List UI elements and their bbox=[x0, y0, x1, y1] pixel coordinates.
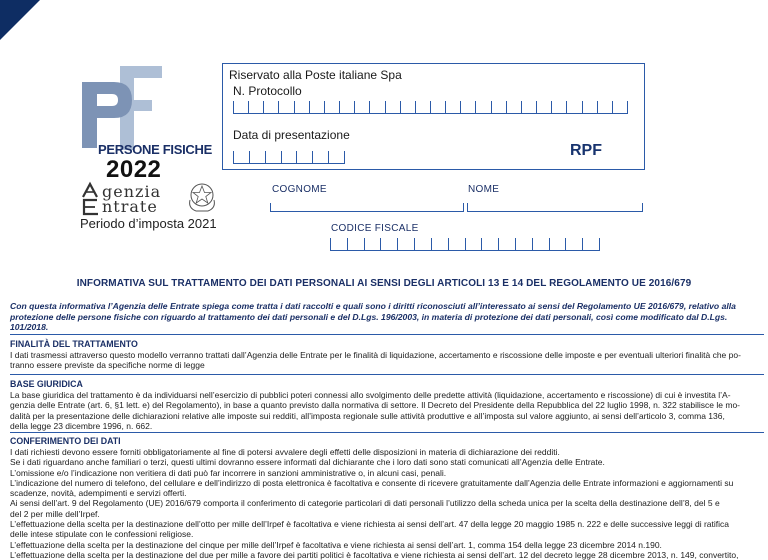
field-tick bbox=[294, 101, 295, 113]
field-tick bbox=[431, 238, 432, 250]
divider bbox=[10, 334, 764, 335]
field-tick bbox=[532, 238, 533, 250]
text-line: L’effettuazione della scelta per la destinazione del cinque per mille dell’Irpef è facoltativa e viene richiesta ai sensi dell’art. 1, comma 154 della legge 23 dicembre 2014 n.190. bbox=[10, 539, 662, 550]
name-field[interactable] bbox=[467, 198, 643, 212]
text-line: dalità per la presentazione delle dichiarazioni relative alle imposte sui redditi, all’imposta regionale sulle attività produttive e all’imposta sul valore aggiunto, ai sensi dell’articolo 3, comma 136, bbox=[10, 410, 725, 421]
text-line: La base giuridica del trattamento è da individuarsi nell’esercizio di pubblici poteri connessi allo svolgimento delle predette attività (liquidazione, accertamento e riscossione) di cui è investita l’A- bbox=[10, 390, 731, 400]
reserved-box bbox=[222, 63, 645, 170]
tax-code-label: CODICE FISCALE bbox=[331, 223, 419, 234]
text-line: L’effettuazione della scelta per la destinazione del due per mille a favore dei partiti politici è facoltativa e viene richiesta ai sensi dell’art. 12 del decreto legge 28 dicembre 2013, n. 149, convertito, bbox=[10, 549, 739, 560]
field-tick bbox=[248, 101, 249, 113]
agency-name-line1: genzia bbox=[102, 182, 162, 201]
text-line: I dati trasmessi attraverso questo modello verranno trattati dall’Agenzia delle Entrate per le finalità di liquidazione, accertamento e riscossione delle imposte e per eventuali ulteriori finalità che po- bbox=[10, 350, 741, 360]
field-tick bbox=[430, 101, 431, 113]
field-tick bbox=[364, 238, 365, 250]
field-tick bbox=[506, 101, 507, 113]
field-tick bbox=[536, 101, 537, 113]
field-tick bbox=[599, 238, 600, 250]
field-tick bbox=[281, 151, 282, 163]
intro-paragraph: Con questa informativa l’Agenzia delle Entrate spiega come tratta i dati raccolti e quali sono i diritti riconosciuti all’interessato ai sensi del Regolamento UE 2016/679, relativo alla protezione delle persone fisiche con riguardo al trattamento dei dati personali e del D.Lgs. 196/2003, in materia di protezione dei dati personali, così come modificato dal D.Lgs. 101/2018. bbox=[10, 301, 736, 333]
field-tick bbox=[339, 101, 340, 113]
field-tick bbox=[460, 101, 461, 113]
name-label: NOME bbox=[468, 184, 500, 195]
field-tick bbox=[278, 101, 279, 113]
section-heading: FINALITÀ DEL TRATTAMENTO bbox=[10, 339, 138, 349]
field-tick bbox=[445, 101, 446, 113]
corner-decoration bbox=[0, 0, 40, 40]
section-body bbox=[10, 447, 766, 560]
field-tick bbox=[481, 238, 482, 250]
section-body bbox=[10, 350, 766, 371]
section-body bbox=[10, 390, 766, 431]
field-tick bbox=[448, 238, 449, 250]
field-tick bbox=[549, 238, 550, 250]
reserved-box-title: Riservato alla Poste italiane Spa bbox=[229, 68, 402, 82]
protocol-number-field[interactable] bbox=[233, 100, 628, 114]
field-tick bbox=[270, 203, 271, 211]
field-tick bbox=[263, 101, 264, 113]
field-tick bbox=[612, 101, 613, 113]
tax-period: Periodo d’imposta 2021 bbox=[80, 216, 217, 231]
field-tick bbox=[354, 101, 355, 113]
text-line: L’indicazione del numero di telefono, del cellulare e dell’indirizzo di posta elettronica è facoltativa e consente di ricevere gratuitamente dall’Agenzia delle Entrate informazioni e aggiornamenti su bbox=[10, 477, 734, 488]
field-tick bbox=[627, 101, 628, 113]
submission-date-label: Data di presentazione bbox=[233, 128, 350, 142]
field-tick bbox=[597, 101, 598, 113]
field-tick bbox=[330, 238, 331, 250]
logo-subtitle: PERSONE FISICHE bbox=[98, 142, 212, 157]
text-line: genzia delle Entrate (art. 6, §1 lett. e) del Regolamento), in base a quanto previsto dalla normativa di settore. Il Decreto del Presidente della Repubblica del 22 luglio 1998, n. 322 stabilisce le mo- bbox=[10, 400, 741, 411]
text-line: scadenze, novità, adempimenti e servizi offerti. bbox=[10, 488, 187, 499]
section-heading: BASE GIURIDICA bbox=[10, 379, 83, 389]
field-tick bbox=[380, 238, 381, 250]
field-tick bbox=[233, 151, 234, 163]
field-tick bbox=[515, 238, 516, 250]
field-tick bbox=[475, 101, 476, 113]
field-tick bbox=[498, 238, 499, 250]
field-tick bbox=[296, 151, 297, 163]
surname-field[interactable] bbox=[270, 198, 464, 212]
text-line: delle intese stipulate con le confessioni religiose. bbox=[10, 529, 194, 540]
field-tick bbox=[328, 151, 329, 163]
field-tick bbox=[642, 203, 643, 211]
text-line: tranno essere previste da specifiche norme di legge bbox=[10, 360, 205, 371]
field-tick bbox=[414, 238, 415, 250]
field-tick bbox=[249, 151, 250, 163]
agency-initial-icon bbox=[80, 182, 102, 216]
field-tick bbox=[233, 101, 234, 113]
text-line: Se i dati riguardano anche familiari o terzi, questi ultimi dovranno essere informati dal dichiarante che i loro dati sono stati comunicati all’Agenzia delle Entrate. bbox=[10, 457, 605, 468]
protocol-label: N. Protocollo bbox=[233, 84, 302, 98]
model-code: RPF bbox=[570, 142, 602, 159]
document-title: INFORMATIVA SUL TRATTAMENTO DEI DATI PERSONALI AI SENSI DEGLI ARTICOLI 13 E 14 DEL REGOLAMENTO UE 2016/679 bbox=[76, 278, 692, 289]
text-line: I dati richiesti devono essere forniti obbligatoriamente al fine di potersi avvalere degli effetti delle disposizioni in materia di dichiarazione dei redditi. bbox=[10, 447, 560, 457]
submission-date-field[interactable] bbox=[233, 150, 345, 164]
field-tick bbox=[309, 101, 310, 113]
text-line: della legge 23 dicembre 1996, n. 662. bbox=[10, 420, 153, 431]
field-tick bbox=[400, 101, 401, 113]
field-tick bbox=[369, 101, 370, 113]
field-tick bbox=[551, 101, 552, 113]
field-tick bbox=[347, 238, 348, 250]
field-tick bbox=[465, 238, 466, 250]
field-tick bbox=[265, 151, 266, 163]
field-tick bbox=[565, 238, 566, 250]
field-tick bbox=[324, 101, 325, 113]
field-tick bbox=[463, 203, 464, 211]
field-tick bbox=[582, 101, 583, 113]
field-tick bbox=[582, 238, 583, 250]
text-line: L’omissione e/o l’indicazione non veritiera di dati può far incorrere in sanzioni amministrative o, in alcuni casi, penali. bbox=[10, 467, 447, 478]
agency-name-line2: ntrate bbox=[102, 197, 158, 216]
text-line: del 2 per mille dell’Irpef. bbox=[10, 508, 100, 519]
field-tick bbox=[385, 101, 386, 113]
field-tick bbox=[312, 151, 313, 163]
text-line: L’effettuazione della scelta per la destinazione dell’otto per mille dell’Irpef è facoltativa e viene richiesta ai sensi dell’art. 47 della legge 20 maggio 1985 n. 222 e delle successive leggi di ratifica bbox=[10, 519, 730, 530]
tax-code-field[interactable] bbox=[330, 237, 600, 251]
field-tick bbox=[566, 101, 567, 113]
field-tick bbox=[491, 101, 492, 113]
divider bbox=[10, 432, 764, 433]
field-tick bbox=[397, 238, 398, 250]
section-heading: CONFERIMENTO DEI DATI bbox=[10, 436, 121, 446]
field-tick bbox=[521, 101, 522, 113]
field-tick bbox=[467, 203, 468, 211]
text-line: Ai sensi dell’art. 9 del Regolamento (UE) 2016/679 comporta il conferimento di categorie particolari di dati personali l’utilizzo della scheda unica per la scelta della destinazione dell’8, del 5 e bbox=[10, 498, 720, 509]
surname-label: COGNOME bbox=[272, 184, 327, 195]
divider bbox=[10, 374, 764, 375]
field-tick bbox=[344, 151, 345, 163]
logo-year: 2022 bbox=[106, 156, 162, 183]
republic-emblem-icon bbox=[186, 180, 218, 214]
field-tick bbox=[415, 101, 416, 113]
pf-logo bbox=[80, 66, 216, 194]
